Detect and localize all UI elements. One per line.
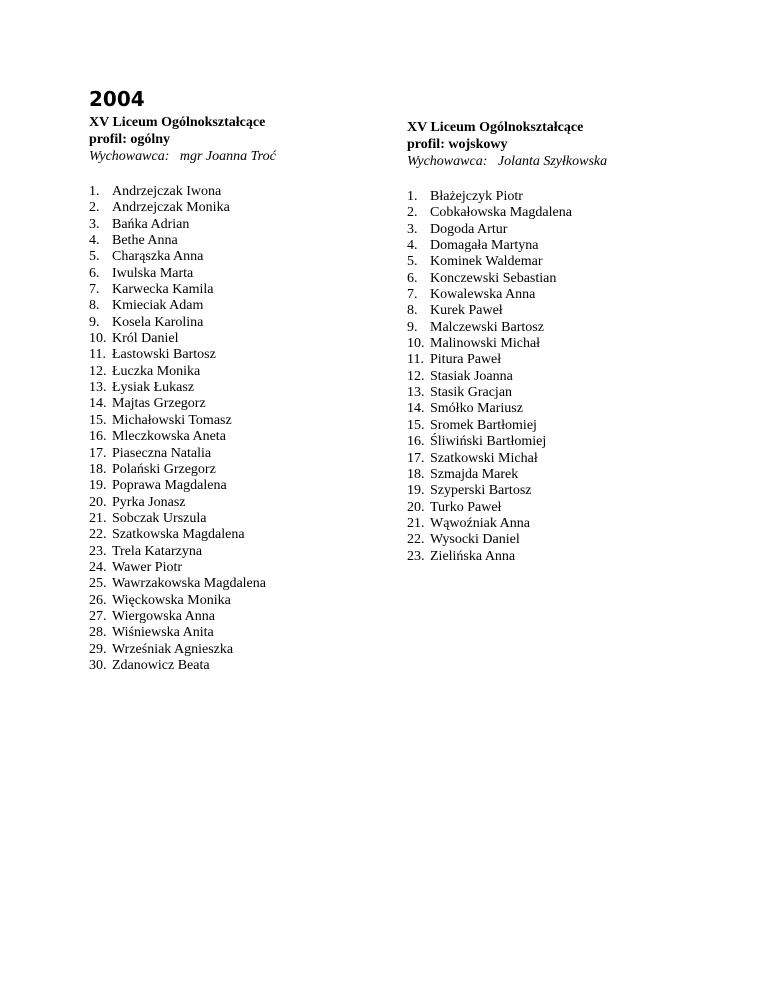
list-item — [89, 233, 389, 249]
list-item — [407, 189, 707, 205]
student-number: 5. — [89, 249, 100, 265]
student-number: 13. — [89, 380, 107, 396]
student-number: 8. — [89, 298, 100, 314]
list-item — [407, 385, 707, 401]
school-name: XV Liceum Ogólnokształcące — [407, 120, 584, 135]
list-item — [89, 527, 389, 543]
student-name: Szyperski Bartosz — [430, 483, 532, 499]
list-item — [89, 217, 389, 233]
student-name: Szatkowska Magdalena — [112, 527, 245, 543]
list-item — [89, 282, 389, 298]
student-number: 7. — [407, 287, 418, 303]
student-name: Karwecka Kamila — [112, 282, 214, 298]
list-item — [407, 483, 707, 499]
list-item — [407, 303, 707, 319]
list-item — [407, 271, 707, 287]
list-item — [89, 413, 389, 429]
list-item — [407, 254, 707, 270]
student-number: 13. — [407, 385, 425, 401]
class-section-general — [89, 114, 389, 674]
list-item — [89, 347, 389, 363]
student-number: 5. — [407, 254, 418, 270]
student-name: Kurek Paweł — [430, 303, 503, 319]
student-number: 21. — [407, 515, 425, 531]
student-name: Wrześniak Agnieszka — [112, 641, 234, 657]
student-name: Trela Katarzyna — [112, 543, 203, 559]
student-name: Stasik Gracjan — [430, 385, 513, 401]
list-item — [89, 495, 389, 511]
list-item — [89, 642, 389, 658]
student-number: 17. — [407, 450, 425, 466]
list-item — [407, 320, 707, 336]
student-name: Szatkowski Michał — [430, 450, 538, 466]
student-list — [89, 184, 389, 674]
list-item — [89, 462, 389, 478]
student-number: 11. — [407, 352, 424, 368]
student-name: Łastowski Bartosz — [112, 347, 216, 363]
list-item — [89, 658, 389, 674]
list-item — [407, 238, 707, 254]
list-item — [407, 222, 707, 238]
student-name: Domagała Martyna — [430, 238, 539, 254]
list-item — [407, 205, 707, 221]
student-name: Wiergowska Anna — [112, 608, 215, 624]
student-name: Zielińska Anna — [430, 548, 516, 564]
list-item — [89, 560, 389, 576]
list-item — [407, 287, 707, 303]
list-item — [89, 396, 389, 412]
list-item — [89, 331, 389, 347]
student-name: Błażejczyk Piotr — [430, 189, 523, 204]
student-number: 22. — [89, 527, 107, 543]
student-name: Szmajda Marek — [430, 466, 519, 482]
student-number: 23. — [89, 543, 107, 559]
student-number: 18. — [407, 466, 425, 482]
student-number: 3. — [407, 221, 418, 237]
student-number: 27. — [89, 608, 107, 624]
student-number: 23. — [407, 548, 425, 564]
student-number: 28. — [89, 625, 107, 641]
student-name: Cobkałowska Magdalena — [430, 205, 572, 221]
class-tutor: Wychowawca: mgr Joanna Troć — [89, 149, 276, 164]
student-name: Śliwiński Bartłomiej — [430, 434, 547, 450]
student-number: 4. — [407, 238, 418, 254]
student-number: 4. — [89, 233, 100, 249]
student-name: Poprawa Magdalena — [112, 478, 227, 494]
student-number: 1. — [89, 184, 100, 199]
student-name: Konczewski Sebastian — [430, 270, 557, 286]
student-name: Turko Paweł — [430, 499, 502, 515]
student-name: Charąszka Anna — [112, 249, 204, 265]
list-item — [89, 593, 389, 609]
student-number: 14. — [407, 401, 425, 417]
student-name: Iwulska Marta — [112, 265, 194, 281]
student-name: Sromek Bartłomiej — [430, 417, 537, 433]
student-number: 3. — [89, 216, 100, 232]
list-item — [407, 451, 707, 467]
list-item — [89, 364, 389, 380]
student-name: Sobczak Urszula — [112, 510, 207, 526]
student-name: Kmieciak Adam — [112, 298, 204, 314]
student-number: 19. — [407, 483, 425, 499]
class-section-military — [407, 119, 707, 565]
student-number: 10. — [89, 331, 107, 347]
list-item — [89, 380, 389, 396]
class-profile: profil: wojskowy — [407, 137, 508, 152]
list-item — [407, 467, 707, 483]
student-number: 2. — [407, 205, 418, 221]
student-number: 9. — [89, 314, 100, 330]
student-name: Stasiak Joanna — [430, 368, 513, 384]
list-item — [89, 315, 389, 331]
student-number: 12. — [407, 368, 425, 384]
student-name: Wąwoźniak Anna — [430, 515, 530, 531]
student-name: Łuczka Monika — [112, 363, 201, 379]
student-number: 16. — [89, 429, 107, 445]
student-number: 8. — [407, 303, 418, 319]
page-title: 2004 — [89, 87, 145, 111]
student-number: 20. — [407, 499, 425, 515]
list-item — [89, 576, 389, 592]
student-number: 29. — [89, 641, 107, 657]
list-item — [407, 500, 707, 516]
list-item — [407, 336, 707, 352]
student-list — [407, 189, 707, 565]
student-number: 9. — [407, 319, 418, 335]
list-item — [407, 549, 707, 565]
list-item — [89, 266, 389, 282]
student-name: Zdanowicz Beata — [112, 657, 210, 673]
student-name: Polański Grzegorz — [112, 461, 216, 477]
student-name: Wysocki Daniel — [430, 532, 520, 548]
student-number: 19. — [89, 478, 107, 494]
student-name: Kominek Waldemar — [430, 254, 543, 270]
student-name: Więckowska Monika — [112, 592, 231, 608]
list-item — [89, 511, 389, 527]
student-number: 24. — [89, 559, 107, 575]
list-item — [89, 478, 389, 494]
student-number: 12. — [89, 363, 107, 379]
list-item — [89, 609, 389, 625]
list-item — [89, 184, 389, 200]
list-item — [89, 544, 389, 560]
student-number: 22. — [407, 532, 425, 548]
student-name: Andrzejczak Monika — [112, 200, 230, 216]
student-number: 6. — [89, 265, 100, 281]
student-number: 16. — [407, 434, 425, 450]
student-number: 26. — [89, 592, 107, 608]
student-name: Malczewski Bartosz — [430, 319, 544, 335]
list-item — [89, 298, 389, 314]
student-name: Pitura Paweł — [430, 352, 502, 368]
student-name: Pyrka Jonasz — [112, 494, 186, 510]
student-number: 2. — [89, 200, 100, 216]
student-name: Wiśniewska Anita — [112, 625, 214, 641]
list-item — [89, 249, 389, 265]
student-number: 17. — [89, 445, 107, 461]
student-number: 10. — [407, 336, 425, 352]
student-name: Król Daniel — [112, 331, 179, 347]
student-name: Andrzejczak Iwona — [112, 184, 222, 199]
student-name: Wawer Piotr — [112, 559, 183, 575]
student-number: 11. — [89, 347, 106, 363]
list-item — [407, 352, 707, 368]
student-name: Łysiak Łukasz — [112, 380, 195, 396]
list-item — [407, 418, 707, 434]
list-item — [89, 200, 389, 216]
list-item — [89, 429, 389, 445]
school-name: XV Liceum Ogólnokształcące — [89, 115, 266, 130]
class-profile: profil: ogólny — [89, 132, 171, 147]
student-name: Kosela Karolina — [112, 314, 204, 330]
list-item — [407, 434, 707, 450]
list-item — [407, 401, 707, 417]
student-name: Bańka Adrian — [112, 216, 190, 232]
student-name: Piaseczna Natalia — [112, 445, 212, 461]
student-number: 1. — [407, 189, 418, 204]
student-number: 25. — [89, 576, 107, 592]
student-name: Michałowski Tomasz — [112, 412, 232, 428]
list-item — [89, 625, 389, 641]
student-number: 30. — [89, 657, 107, 673]
student-number: 18. — [89, 461, 107, 477]
student-name: Wawrzakowska Magdalena — [112, 576, 266, 592]
student-name: Kowalewska Anna — [430, 287, 536, 303]
student-number: 6. — [407, 270, 418, 286]
student-name: Dogoda Artur — [430, 221, 508, 237]
list-item — [407, 369, 707, 385]
student-name: Majtas Grzegorz — [112, 396, 206, 412]
student-number: 15. — [89, 412, 107, 428]
student-number: 14. — [89, 396, 107, 412]
class-tutor: Wychowawca: Jolanta Szyłkowska — [407, 154, 608, 169]
list-item — [407, 532, 707, 548]
list-item — [407, 516, 707, 532]
student-name: Malinowski Michał — [430, 336, 541, 352]
list-item — [89, 446, 389, 462]
student-name: Mleczkowska Aneta — [112, 429, 226, 445]
student-number: 15. — [407, 417, 425, 433]
student-name: Smółko Mariusz — [430, 401, 523, 417]
student-name: Bethe Anna — [112, 233, 178, 249]
student-number: 20. — [89, 494, 107, 510]
student-number: 21. — [89, 510, 107, 526]
student-number: 7. — [89, 282, 100, 298]
